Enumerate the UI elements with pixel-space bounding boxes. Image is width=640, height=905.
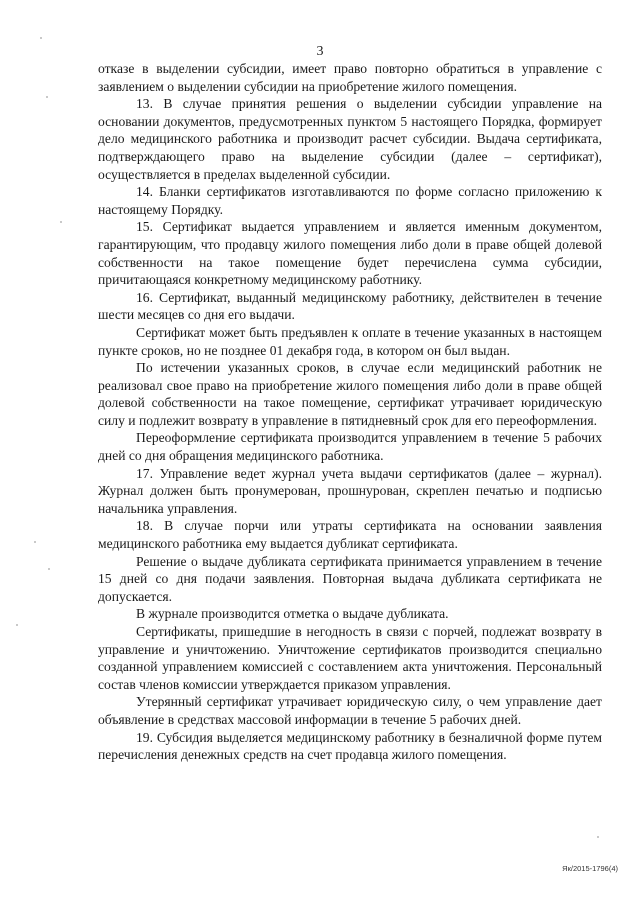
scan-speck [16, 624, 18, 626]
paragraph-item-18: 18. В случае порчи или утраты сертификата на основании заявления медицинского работника ему выдается дубликат сертификата. [98, 518, 602, 552]
paragraph-16-presentation-term: Сертификат может быть предъявлен к оплате в течение указанных в настоящем пункте сроков, но не позднее 01 декабря года, в котором он был выдан. [98, 324, 602, 358]
paragraph-item-16: 16. Сертификат, выданный медицинскому работнику, действителен в течение шести месяцев со дня его выдачи. [98, 289, 602, 323]
document-body [98, 60, 602, 764]
paragraph-18-lost-certificate: Утерянный сертификат утрачивает юридическую силу, о чем управление дает объявление в средствах массовой информации в течение 5 рабочих дней. [98, 694, 602, 727]
scan-speck [48, 568, 50, 570]
paragraph-item-15: 15. Сертификат выдается управлением и является именным документом, гарантирующим, что продавцу жилого помещения либо доли в праве общей долевой собственности на такое помещение будет перечислена сумма субсидии, причитающаяся конкретному медицинскому работнику. [98, 219, 602, 288]
scan-speck [597, 836, 599, 838]
paragraph-18-journal-note: В журнале производится отметка о выдаче дубликата. [136, 606, 449, 622]
scan-speck [60, 221, 62, 223]
scan-speck [34, 541, 36, 543]
paragraph-continuation: отказе в выделении субсидии, имеет право повторно обратиться в управление с заявлением о выделении субсидии на приобретение жилого помещения. [98, 61, 602, 94]
paragraph-18-destruction: Сертификаты, пришедшие в негодность в связи с порчей, подлежат возврату в управление и уничтожению. Уничтожение сертификатов производится специально созданной управлением комиссией с составлением акта уничтожения. Персональный состав членов комиссии утверждается приказом управления. [98, 624, 602, 692]
paragraph-16-reissue: Переоформление сертификата производится управлением в течение 5 рабочих дней со дня обращения медицинского работника. [98, 430, 602, 464]
paragraph-16-expiry: По истечении указанных сроков, в случае если медицинский работник не реализовал свое право на приобретение жилого помещения либо доли в праве общей долевой собственности на такое помещение, сертификат утрачивает юридическую силу и подлежит возврату в управление в пятидневный срок для его переоформления. [98, 360, 602, 428]
page-number: 3 [316, 44, 324, 59]
scan-speck [46, 96, 48, 98]
paragraph-item-19: 19. Субсидия выделяется медицинскому работнику в безналичной форме путем перечисления денежных средств на счет продавца жилого помещения. [98, 729, 602, 763]
paragraph-item-17: 17. Управление ведет журнал учета выдачи сертификатов (далее – журнал). Журнал должен быть пронумерован, прошнурован, скреплен печатью и подписью начальника управления. [98, 465, 602, 516]
scan-speck [40, 37, 42, 39]
paragraph-18-duplicate-decision: Решение о выдаче дубликата сертификата принимается управлением в течение 15 дней со дня подачи заявления. Повторная выдача дубликата сертификата не допускается. [98, 553, 602, 604]
paragraph-item-13: 13. В случае принятия решения о выделении субсидии управление на основании документов, предусмотренных пунктом 5 настоящего Порядка, формирует дело медицинского работника и производит расчет субсидии. Выдача сертификата, подтверждающего право на выделение субсидии (далее – сертификат), осуществляется в пределах выделенной субсидии. [98, 96, 602, 182]
paragraph-item-14: 14. Бланки сертификатов изготавливаются по форме согласно приложению к настоящему Порядку. [98, 184, 602, 217]
document-footer-code: Як/2015-1796(4) [562, 864, 618, 873]
